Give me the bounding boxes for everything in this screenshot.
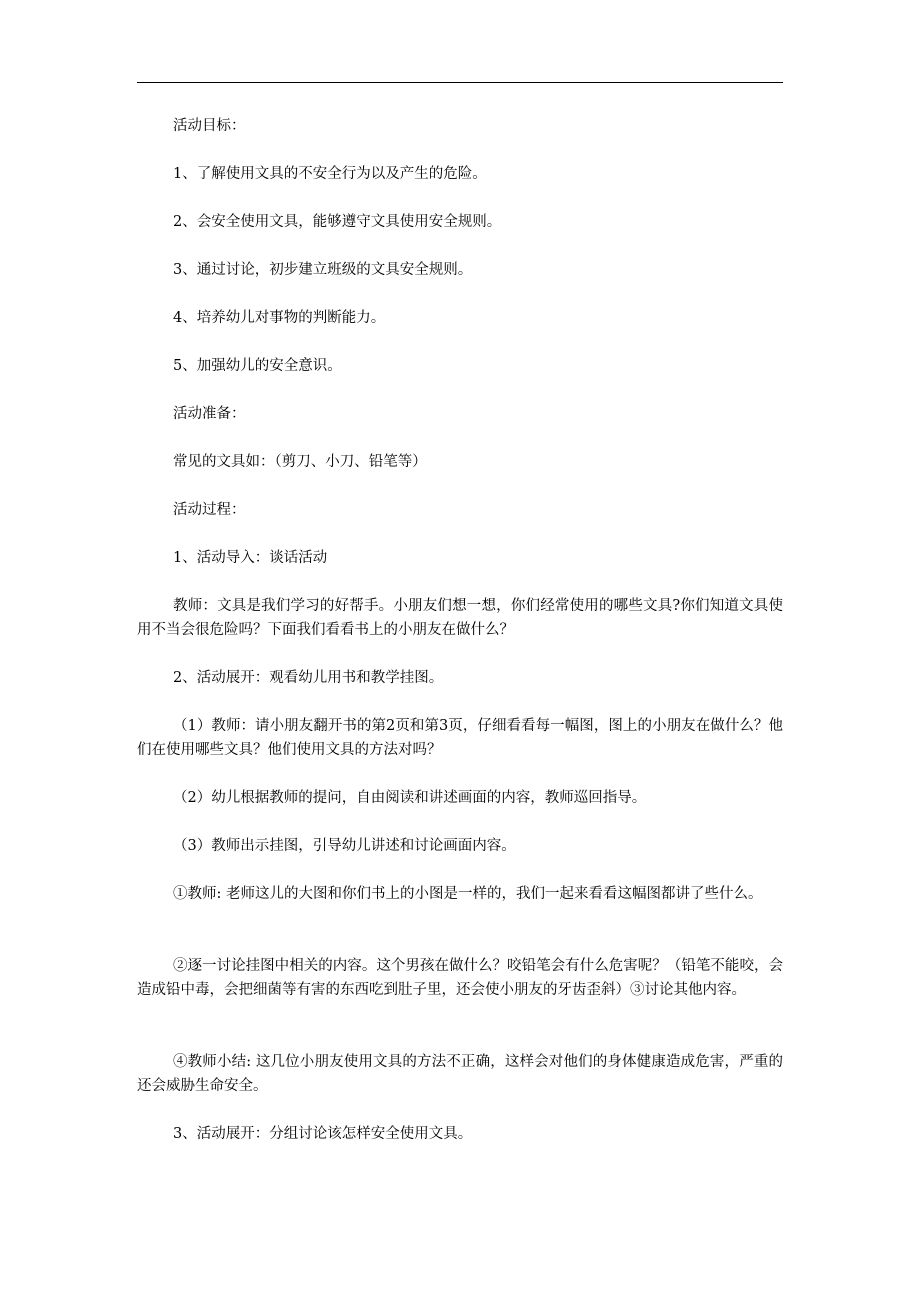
circled-item-4: ④教师小结: 这几位小朋友使用文具的方法不正确，这样会对他们的身体健康造成危害，严重的还会威胁生命安全。 [137,1054,783,1094]
header-rule [137,82,783,83]
substep-3: （3）教师出示挂图，引导幼儿讲述和讨论画面内容。 [173,838,516,854]
goal-item-1: 1、了解使用文具的不安全行为以及产生的危险。 [173,166,487,182]
preparation-text: 常见的文具如：（剪刀、小刀、铅笔等） [173,454,427,470]
goal-item-3: 3、通过讨论，初步建立班级的文具安全规则。 [173,262,473,278]
circled-item-1: ①教师: 老师这儿的大图和你们书上的小图是一样的，我们一起来看看这幅图都讲了些什么。 [173,886,763,902]
teacher-intro-paragraph: 教师：文具是我们学习的好帮手。小朋友们想一想，你们经常使用的哪些文具?你们知道文具使用不当会很危险吗？下面我们看看书上的小朋友在做什么？ [137,598,783,638]
substep-1: （1）教师：请小朋友翻开书的第2页和第3页，仔细看看每一幅图，图上的小朋友在做什么？他们在使用哪些文具？他们使用文具的方法对吗？ [137,718,783,758]
process-step-3: 3、活动展开：分组讨论该怎样安全使用文具。 [173,1126,473,1142]
goal-item-5: 5、加强幼儿的安全意识。 [173,358,342,374]
section-heading-goals: 活动目标： [173,118,246,134]
section-heading-preparation: 活动准备： [173,406,246,422]
section-heading-process: 活动过程： [173,502,246,518]
process-step-1: 1、活动导入：谈话活动 [173,550,328,566]
process-step-2: 2、活动展开：观看幼儿用书和教学挂图。 [173,670,444,686]
circled-item-2: ②逐一讨论挂图中相关的内容。这个男孩在做什么？咬铅笔会有什么危害呢？（铅笔不能咬，会造成铅中毒，会把细菌等有害的东西吃到肚子里，还会使小朋友的牙齿歪斜）③讨论其他内容。 [137,958,783,998]
goal-item-2: 2、会安全使用文具，能够遵守文具使用安全规则。 [173,214,502,230]
goal-item-4: 4、培养幼儿对事物的判断能力。 [173,310,386,326]
substep-2: （2）幼儿根据教师的提问，自由阅读和讲述画面的内容，教师巡回指导。 [173,790,647,806]
